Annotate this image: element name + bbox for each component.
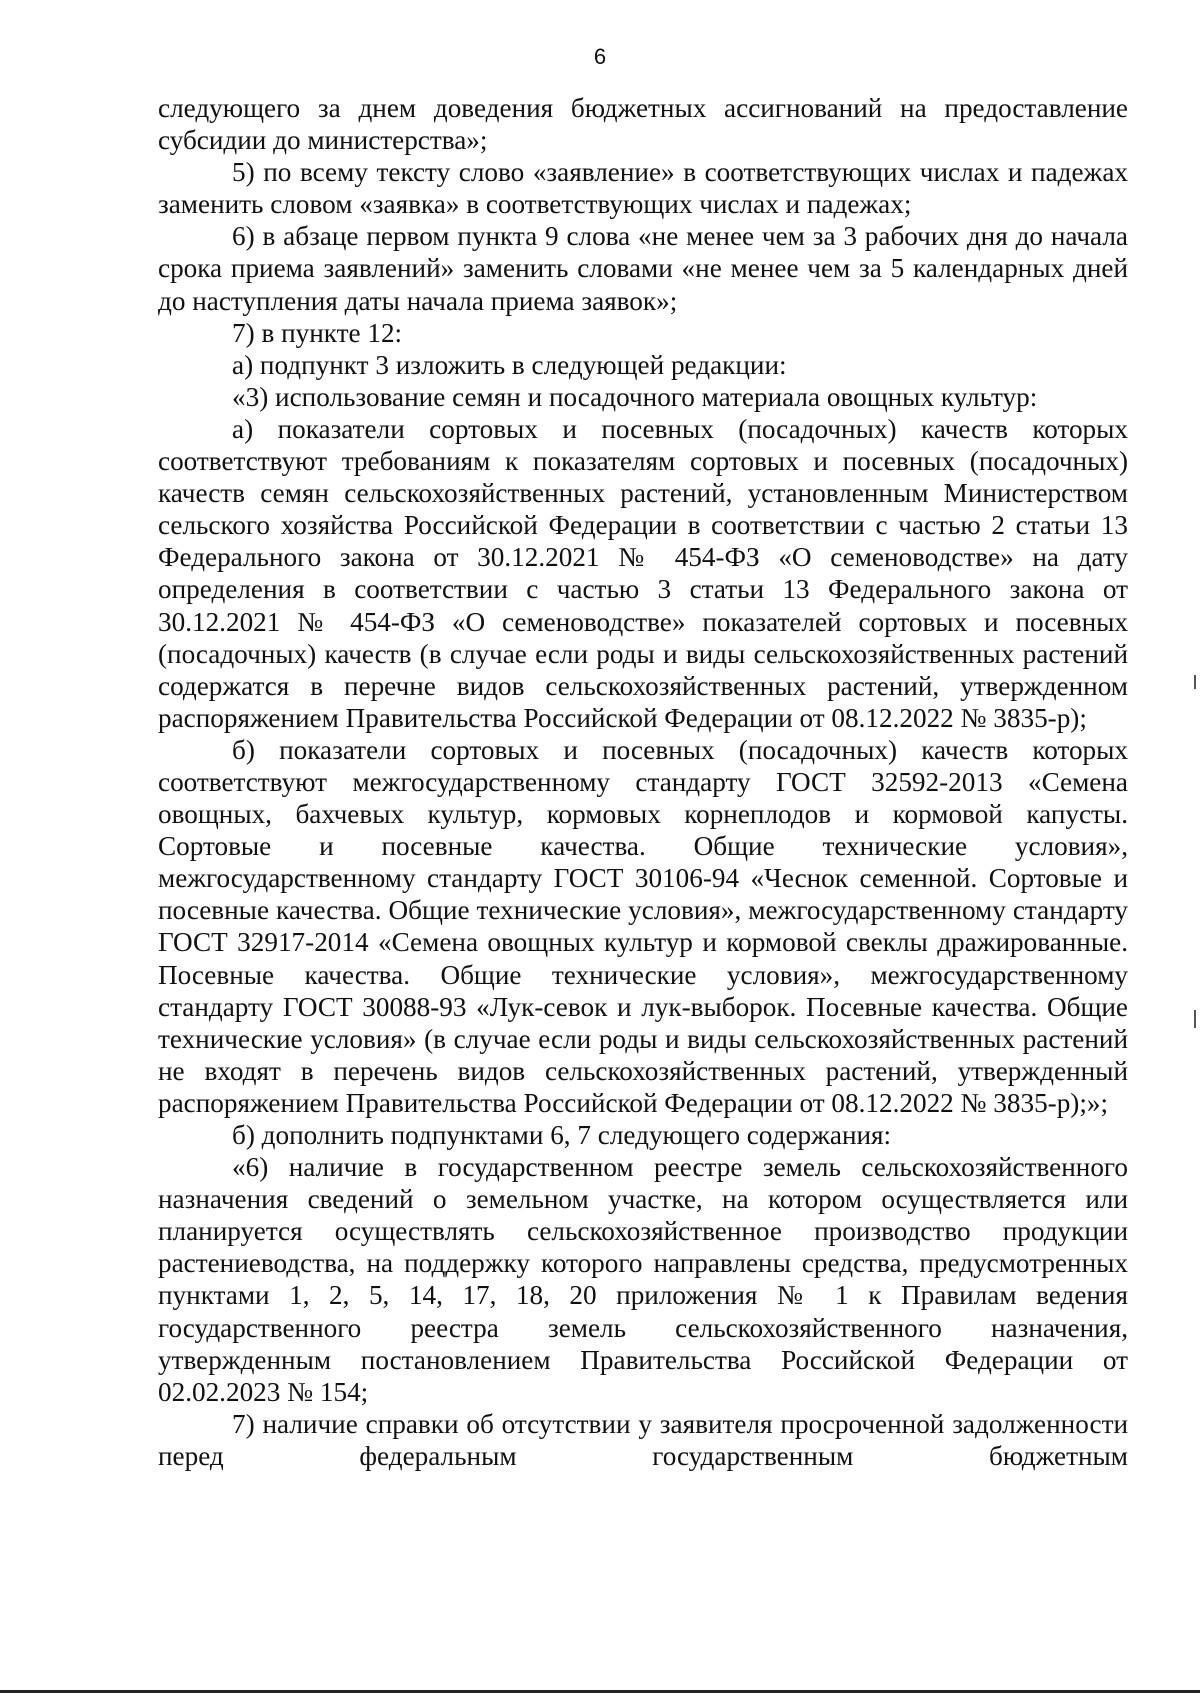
- paragraph-6: «3) использование семян и посадочного материала овощных культур:: [232, 381, 1038, 412]
- scan-edge-mark: [1194, 1010, 1196, 1028]
- paragraph-3: 6) в абзаце первом пункта 9 слова «не менее чем за 3 рабочих дня до начала срока приема заявлений» заменить словами «не менее чем за 5 календарных дней до наступления даты начала приема заявок»;: [158, 221, 1128, 316]
- paragraph-5: а) подпункт 3 изложить в следующей редакции:: [232, 349, 787, 380]
- paragraph-9: б) дополнить подпунктами 6, 7 следующего содержания:: [232, 1120, 892, 1150]
- paragraph-10: «6) наличие в государственном реестре земель сельскохозяйственного назначения сведений о земельном участке, на котором осуществляется или планируется осуществлять сельскохозяйственное производство продукции растениеводства, на поддержку которого направлены средства, предусмотренных пунктами 1, 2, 5, 14, 17, 18, 20 приложения № 1 к Правилам ведения государственного реестра земель сельскохозяйственного назначения, утвержденным постановлением Правительства Российской Федерации от 02.02.2023 № 154;: [158, 1152, 1128, 1407]
- scan-bottom-edge: [0, 1690, 1200, 1693]
- document-body: [158, 92, 1128, 1472]
- scan-edge-mark: [1194, 675, 1196, 689]
- paragraph-1: следующего за днем доведения бюджетных ассигнований на предоставление субсидии до министерства»;: [158, 93, 1128, 156]
- page-number: 6: [593, 44, 607, 69]
- paragraph-2: 5) по всему тексту слово «заявление» в соответствующих числах и падежах заменить словом «заявка» в соответствующих числах и падежах;: [158, 157, 1128, 220]
- paragraph-7: а) показатели сортовых и посевных (посадочных) качеств которых соответствуют требованиям к показателям сортовых и посевных (посадочных) качеств семян сельскохозяйственных растений, установленным Министерством сельского хозяйства Российской Федерации в соответствии с частью 2 статьи 13 Федерального закона от 30.12.2021 № 454-ФЗ «О семеноводстве» на дату определения в соответствии с частью 3 статьи 13 Федерального закона от 30.12.2021 № 454-ФЗ «О семеноводстве» показателей сортовых и посевных (посадочных) качеств (в случае если роды и виды сельскохозяйственных растений содержатся в перечне видов сельскохозяйственных растений, утвержденном распоряжением Правительства Российской Федерации от 08.12.2022 № 3835-р);: [158, 413, 1128, 733]
- paragraph-8: б) показатели сортовых и посевных (посадочных) качеств которых соответствуют межгосударственному стандарту ГОСТ 32592-2013 «Семена овощных, бахчевых культур, кормовых корнеплодов и кормовой капусты. Сортовые и посевные качества. Общие технические условия», межгосударственному стандарту ГОСТ 30106-94 «Чеснок семенной. Сортовые и посевные качества. Общие технические условия», межгосударственному стандарту ГОСТ 32917-2014 «Семена овощных культур и кормовой свеклы дражированные. Посевные качества. Общие технические условия», межгосударственному стандарту ГОСТ 30088-93 «Лук-севок и лук-выборок. Посевные качества. Общие технические условия» (в случае если роды и виды сельскохозяйственных растений не входят в перечень видов сельскохозяйственных растений, утвержденный распоряжением Правительства Российской Федерации от 08.12.2022 № 3835-р);»;: [158, 734, 1128, 1118]
- paragraph-11: 7) наличие справки об отсутствии у заявителя просроченной задолженности перед федеральным государственным бюджетным: [158, 1408, 1128, 1471]
- paragraph-4: 7) в пункте 12:: [232, 317, 403, 348]
